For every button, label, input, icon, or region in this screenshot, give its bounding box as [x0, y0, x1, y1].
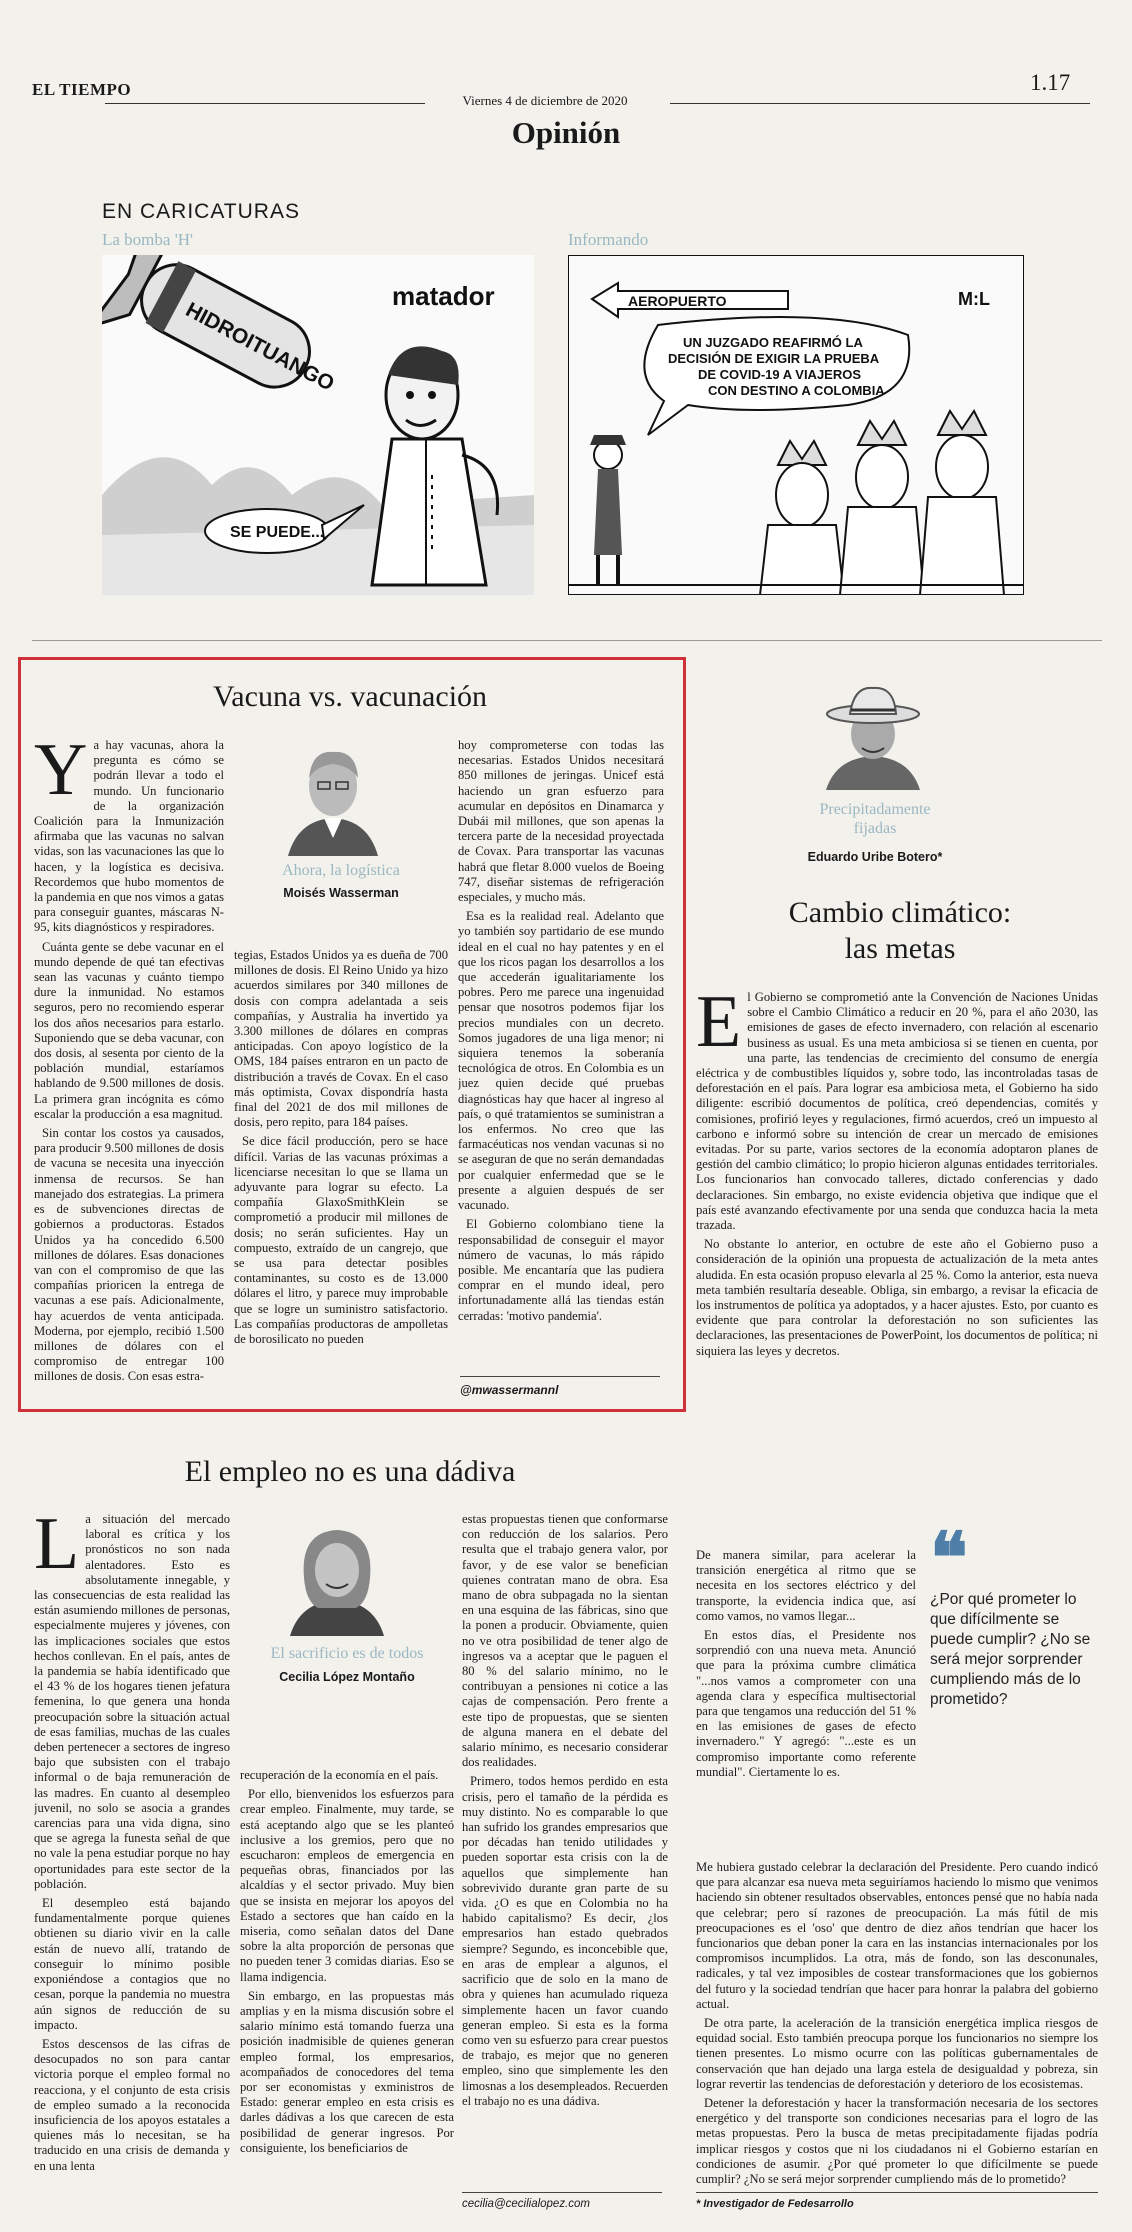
article3-pull-quote: ¿Por qué prometer lo que difícilmente se puede cumplir? ¿No se será mejor sorprender cumpliendo más de lo prometido? — [930, 1591, 1091, 1708]
article3-paragraph: De otra parte, la aceleración de la transición energética implica riesgos de equidad social. Esto también preocupa porque los funcionarios no siempre los tienen presentes. Lo mismo ocurre con las políticas gubernamentales de conservación que han dejado una larga estela de desigualdad y pobreza, sin lograr revertir las tendencias de deforestación y deterioro de los ecosistemas. — [696, 2016, 1098, 2091]
cartoon-informando — [568, 255, 1024, 595]
article1-paragraph: Esa es la realidad real. Adelanto que yo también soy partidario de ese mundo ideal en el cual no hay patentes y en el que los ricos pagan los desarrollos a los que accederán igualitariamente los pobres. Pero me parece una ingenuidad pensar que nosotros podemos fijar los precios mundiales con un decreto. Somos jugadores de una liga menor; ni siquiera tenemos la soberanía tecnológica de otros. En Colombia es un juez quien decide qué pruebas diagnósticas hay que hacer al ingreso al país, o qué tratamientos se suministran a los enfermos. No creo que las farmacéuticas nos vendan vacunas si no se aseguran de que no serán demandadas por cualquier enfermedad que se le presente a alguien después de ser vacunado. — [458, 909, 664, 1213]
author3-portrait — [818, 680, 928, 790]
header-rule-left — [105, 103, 425, 104]
cartoon2-speech-line-3: DE COVID-19 A VIAJEROS — [698, 367, 862, 382]
cartoon-hidroituango — [102, 255, 534, 595]
cartoon1-speech: SE PUEDE... — [230, 524, 325, 541]
article2-author: Cecilia López Montaño — [279, 1670, 415, 1684]
article1-paragraph: tegias, Estados Unidos ya es dueña de 700 millones de dosis. El Reino Unido ya hizo acuerdos similares por 340 millones de dosis con compra adelantada a seis compañías, y Australia ha invertido ya 3.300 millones de dólares en compras anticipadas. Con apoyo logístico de la OMS, 184 países entraron en un pacto de distribución a través de Covax. En el caso más optimista, Covax dispondría hasta final del 2021 de dos mil millones de dosis, pero repito, para 184 países. — [234, 948, 448, 1130]
article3-paragraph: En estos días, el Presidente nos sorprendió con una nueva meta. Anunció que para la próxima cumbre climática "...nos vamos a comprometer con una agenda clara y específica multisectorial para que tengamos una reducción del 51 % en las emisiones de gases de efecto invernadero." Y agregó: "...este es un compromiso importante como referente mundial". Ciertamente lo es. — [696, 1628, 916, 1779]
article1-author-handle: @mwassermannl — [460, 1383, 559, 1397]
article1-drop-cap: Y — [34, 738, 88, 811]
article2-paragraph: recuperación de la economía en el país. — [240, 1768, 439, 1782]
section-title: Opinión — [511, 115, 621, 150]
newspaper-brand: EL TIEMPO — [32, 80, 132, 99]
article3-title: Cambio climático: las metas — [788, 896, 1012, 965]
caricatures-heading: EN CARICATURAS — [102, 200, 300, 223]
article1-author: Moisés Wasserman — [283, 886, 399, 900]
article2-column-2 — [240, 1768, 454, 2212]
article1-paragraph: hoy comprometerse con todas las necesarias. Estados Unidos necesitará 850 millones de jeringas. Unicef está haciendo un gran esfuerzo para acumular en depósitos en Dinamarca y Dubái mil millones, que son apenas la tercera parte de la necesidad proyectada de Covax. Para transportar las vacunas habrá que fletar 8.000 vuelos de Boeing 747, diseñar sistemas de refrigeración especiales, y mucho más. — [458, 738, 664, 905]
article3-paragraph: Detener la deforestación y hacer la transformación necesaria de los sectores energético y del transporte son condiciones necesarias para el logro de las metas propuestas. Pero la busca de metas precipitadamente fijadas podría implicar riesgos y costos que ni los ciudadanos ni el Gobierno estarían en condiciones de asumir. ¿Por qué prometer lo que difícilmente se puede cumplir? ¿No se será mejor sorprender cumpliendo más de lo prometido? — [696, 2096, 1098, 2187]
article1-paragraph: Se dice fácil producción, pero se hace difícil. Varias de las vacunas próximas a licenciarse necesitan lo que se llama un adyuvante para lograr su efecto. La compañía GlaxoSmithKlein se comprometió a producir mil millones de dosis; no serán suficientes. Hay un compuesto, extraído de un cangrejo, que se usa para detectar posibles contaminantes, su costo es de 13.000 dólares el litro, y parece muy improbable que se logre un suministro satisfactorio. Las compañías productoras de ampolletas de borosilicato no pueden — [234, 1134, 448, 1347]
article1-paragraph: Cuánta gente se debe vacunar en el mundo depende de qué tan efectivas sean las vacunas y cuánto tiempo dure la inmunidad. No estamos seguros, pero no recomiendo esperar los dos años necesarios para estarlo. Suponiendo que se deba vacunar, con dos dosis, al sesenta por ciento de la población mundial, estaríamos hablando de 9.500 millones de dosis. La primera gran incógnita es cómo escalar la producción a esa magnitud. — [34, 939, 224, 1121]
article1-paragraph: Sin contar los costos ya causados, para producir 9.500 millones de dosis de vacuna se necesita una inyección inmensa de recursos. Se han manejado dos estrategias. La primera es de subvenciones directas de gobiernos a productoras. Estados Unidos ya ha concedido 6.500 millones de dólares. Esas donaciones van con el compromiso de que las compañías prioricen la entrega de vacunas a ese país. Adicionalmente, hay acuerdos de venta anticipada. Moderna, por ejemplo, recibió 1.500 millones de dólares con el compromiso de entregar 100 millones de dosis. Con esas estra- — [34, 1126, 224, 1384]
page-number: 1.17 — [1030, 70, 1071, 95]
article1-column-3 — [458, 738, 664, 1378]
article3-paragraph: Me hubiera gustado celebrar la declaración del Presidente. Pero cuando indicó que para alcanzar esa nueva meta seguiríamos haciendo lo mismo que venimos haciendo sin obtener resultados observables, entonces pensé que no había nada que celebrar; pero sí razones de preocupación. La más fútil de mis preocupaciones es el 'oso' que dentro de diez años tendrían que hacer los funcionarios que deban poner la cara en las instancias internacionales por los compromisos incumplidos. La otra, más de fondo, son las desconunales, radicales, y tal vez imposibles de costear transformaciones que los gobiernos del futuro y la sociedad tendrían que hacer para honrar la palabra del gobierno actual. — [696, 1860, 1098, 2011]
header-rule-right — [670, 103, 1090, 104]
article2-author-email: cecilia@cecilialopez.com — [462, 2198, 590, 2210]
quote-mark-icon: ❝ — [930, 1521, 968, 1598]
bomb-text: HIDROITUANGO — [181, 298, 338, 396]
edition-date: Viernes 4 de diciembre de 2020 — [462, 93, 628, 108]
article1-end-rule — [460, 1376, 660, 1377]
article3-column-1 — [696, 990, 1098, 1540]
cartoon2-speech-line-1: UN JUZGADO REAFIRMÓ LA — [683, 335, 863, 350]
author2-portrait — [282, 1518, 392, 1636]
article2-paragraph: estas propuestas tienen que conformarse con reducción de los salarios. Pero resulta que el trabajo genera valor, por favor, y de ese valor se benefician quienes contratan mano de obra. Esa mano de obra subpagada no la sientan en una esquina de las fábricas, sino que la ponen a producir. Obviamente, quien no ve otra posibilidad de tener algo de ingresos va a aceptar que le paguen el 80 % del salario mínimo, no le contribuyan a pensiones ni cotice a las cajas de compensación. Pero frente a este tipo de propuestas, que se sienten de alguna manera en el debate del salario mínimo, es necesario considerar dos realidades. — [462, 1512, 668, 1770]
article2-paragraph: Por ello, bienvenidos los esfuerzos para crear empleo. Finalmente, muy tarde, se está aceptando algo que se les planteó inclusive a los gremios, pero que no escucharon: empleos de emergencia en pequeñas obras, financiados por las alcaldías y el sector privado. Muy bien que se insista en mejorar los apoyos del Estado a sectores que han caído en la miseria, como señalan datos del Dane sobre la alta proporción de personas que no pueden tener 3 comidas diarias. Eso se llama indigencia. — [240, 1787, 454, 1984]
article1-paragraph: Ya hay vacunas, ahora la pregunta es cómo se podrán llevar a todo el mundo. Un funcionario de la organización Coalición para la Inmunización afirmaba que las vacunas no salvan vidas, son las vacunaciones las que lo hacen, y la logística es decisiva. Recordemos que hubo momentos de la pandemia en que nos vimos a gatas para conseguir guantes, máscaras N-95, kits diagnósticos y respiradores. — [34, 738, 224, 935]
article2-end-rule — [462, 2192, 662, 2193]
author1-portrait — [278, 738, 388, 856]
article2-column-title: El sacrificio es de todos — [270, 1645, 424, 1662]
article3-author: Eduardo Uribe Botero* — [807, 850, 943, 864]
article2-paragraph: El desempleo está bajando fundamentalmente porque quienes obtienen su diario vivir en la calle están de nuevo allí, tratando de conseguir lo mínimo posible exponiéndose a contagios que no cesan, porque la pandemia no muestra aún signos de reducción de su impacto. — [34, 1896, 230, 2032]
article2-drop-cap: L — [34, 1512, 80, 1585]
article2-title: El empleo no es una dádiva — [184, 1455, 516, 1488]
article3-footnote: * Investigador de Fedesarrollo — [696, 2198, 854, 2210]
cartoon2-speech-line-2: DECISIÓN DE EXIGIR LA PRUEBA — [668, 351, 880, 366]
article3-column-2 — [696, 1548, 916, 1858]
article3-paragraph: No obstante lo anterior, en octubre de este año el Gobierno puso a consideración de la opinión una propuesta de actualización de la meta antes aludida. En esta ocasión propuso elevarla al 25 %. Como la anterior, esta nueva meta también resultaría deseable. Obliga, sin embargo, a revisar la eficacia de los instrumentos de política ya adoptados, y a hacer ajustes. Esto, por cuanto es evidente que para controlar la deforestación no son suficientes las declaraciones, las presentaciones de PowerPoint, los documentos de política; ni siquiera las leyes y decretos. — [696, 1237, 1098, 1358]
article2-paragraph: La situación del mercado laboral es crítica y los pronósticos no son nada alentadores. Esto es absolutamente innegable, y las consecuencias de esta realidad las están asumiendo millones de personas, especialmente mujeres y jóvenes, con las implicaciones sociales que estos hechos conllevan. En el país, antes de la pandemia se había identificado que el 43 % de los hogares tienen jefatura femenina, lo que genera una honda preocupación sobre la situación actual de esas familias, muchas de las cuales deben pertenecer a sectores de ingreso bajo que subsisten con el trabajo informal o de baja remuneración de las madres. En cuanto al desempleo juvenil, no solo se asocia a grandes carencias para una vida digna, sino que se agrega la funesta señal de que no vale la pena estudiar porque no hay oportunidades para este sector de la población. — [34, 1512, 230, 1891]
cartoon1-signature: matador — [392, 281, 495, 311]
article3-column-title: Precipitadamente fijadas — [819, 801, 931, 837]
article2-paragraph: Sin embargo, en las propuestas más amplias y en la misma discusión sobre el salario mínimo está tomando fuerza una posición inadmisible de quienes generan empleo formal, los empresarios, acompañados de conocedores del tema por ser economistas y exministros de Estado: generar empleo en esta crisis es darles dádivas a los que carecen de esta posibilidad de generar ingresos. Por consiguiente, los beneficiarios de — [240, 1988, 454, 2155]
article1-paragraph: El Gobierno colombiano tiene la responsabilidad de conseguir el mayor número de vacunas, lo más rápido posible. Me encantaría que las pudiera comprar en el mundo ideal, pero infortunadamente allá las tiendas están cerradas: 'motivo pandemia'. — [458, 1217, 664, 1323]
cartoon2-speech-line-4: CON DESTINO A COLOMBIA — [708, 383, 885, 398]
article2-paragraph: Primero, todos hemos perdido en esta crisis, pero el tamaño de la pérdida es muy distinto. No es comparable lo que han sufrido los grandes empresarios que por décadas han tenido utilidades y pueden soportar esta crisis con la de aquellos que simplemente han sobrevivido durante gran parte de su vida. ¿O es que en Colombia no ha habido capitalismo? Es decir, ¿los empresarios han estado quebrados siempre? Segundo, es inconcebible que, en aras de emplear a algunos, el sacrificio que de solo en la mano de obra y quienes han acumulado riqueza simplemente hacen un favor cuando generan empleo. Si esta es la forma como ven su esfuerzo para crear puestos de trabajo, es mejor que no generen empleo, sino que simplemente les den limosnas a los desempleados. Recuerden el trabajo no es una dádiva. — [462, 1774, 668, 2108]
cartoon2-sign: AEROPUERTO — [628, 293, 727, 309]
cartoon2-caption: Informando — [568, 230, 649, 249]
article3-paragraph: De manera similar, para acelerar la transición energética al ritmo que se necesita en los sectores eléctrico y del transporte, la evidencia indica que, así como vamos, no vamos llegar... — [696, 1548, 916, 1623]
article3-end-rule — [696, 2192, 1098, 2193]
cartoon2-signature: M:L — [958, 289, 990, 309]
caricatures-divider — [32, 640, 1102, 641]
article1-title: Vacuna vs. vacunación — [212, 680, 488, 713]
article1-column-2 — [234, 948, 448, 1398]
article2-paragraph: Estos descensos de las cifras de desocupados no son para cantar victoria porque el empleo formal no reacciona, y el conjunto de esta crisis de empleo sumado a la reconocida insuficiencia de los apoyos estatales a quienes más lo necesitan, se ha traducido en una crisis de demanda y en una lenta — [34, 2036, 230, 2173]
article2-column-1 — [34, 1512, 230, 2212]
article1-column-title: Ahora, la logística — [282, 862, 400, 879]
article3-paragraph: El Gobierno se comprometió ante la Convención de Naciones Unidas sobre el Cambio Climático a reducir en 20 %, para el año 2030, las emisiones de gases de efecto invernadero, con relación al escenario business as usual. Es una meta ambiciosa si se tienen en cuenta, por una parte, las tendencias de crecimiento del consumo de energía eléctrica y de combustibles líquidos y, sobre todo, las incontroladas tasas de deforestación en el país. Para lograr esa ambiciosa meta, el Gobierno ha sido diligente: escribió documentos de política, creó dependencias, comités y comisiones, profirió leyes y regulaciones, firmó acuerdos, creó un impuesto al carbono e informó sobre su intención de crear un mercado de emisiones evitadas. Por su parte, varios sectores de la economía adoptaron planes de gestión del cambio climático; lo propio hicieron algunas entidades territoriales. Los funcionarios han convocado talleres, dictado conferencias y dado declaraciones. Sin embargo, no existe evidencia objetiva que indique que el país esté avanzando efectivamente por una senda que conduzca hacia la meta trazada. — [696, 990, 1098, 1233]
article2-column-3 — [462, 1512, 668, 2192]
article1-column-1 — [34, 738, 224, 1398]
article3-drop-cap: E — [696, 990, 742, 1063]
cartoon1-caption: La bomba 'H' — [102, 230, 194, 249]
article3-column-3 — [696, 1860, 1098, 2190]
